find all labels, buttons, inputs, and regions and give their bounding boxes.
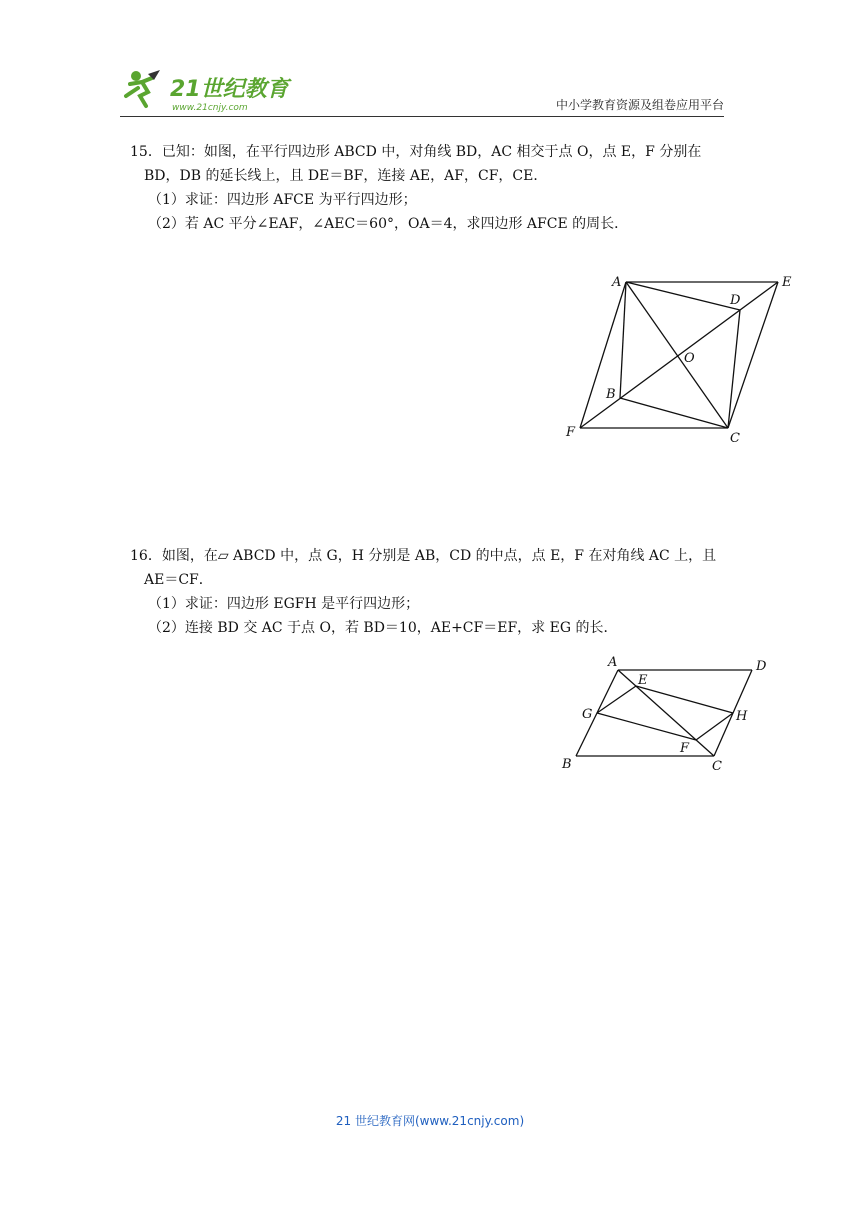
runner-icon: [126, 70, 160, 106]
figure-16: [556, 652, 780, 780]
figure-label: D: [756, 659, 767, 674]
figure-label: B: [606, 387, 616, 402]
figure-label: B: [562, 757, 572, 772]
figure-label: A: [612, 275, 622, 290]
figure-label: E: [782, 275, 792, 290]
problem-number: 16．: [130, 548, 162, 564]
problem-part-1: （1）求证：四边形 EGFH 是平行四边形；: [148, 596, 420, 612]
logo-url: www.21cnjy.com: [172, 103, 248, 113]
logo: [120, 66, 300, 116]
problem-stem-line2: AE＝CF．: [144, 572, 213, 588]
figure-label: F: [680, 741, 690, 756]
figure-label: E: [638, 673, 648, 688]
page-footer: 21 世纪教育网(www.21cnjy.com): [335, 1114, 525, 1128]
figure-label: A: [608, 655, 618, 670]
page-header: [120, 66, 724, 120]
problem-part-2: （2）若 AC 平分∠EAF，∠AEC＝60°，OA＝4，求四边形 AFCE 的周长．: [148, 216, 629, 232]
problem-stem-line2: BD，DB 的延长线上，且 DE＝BF，连接 AE，AF，CF，CE．: [144, 168, 548, 184]
problem-15: [130, 140, 750, 236]
figure-label: C: [712, 759, 722, 774]
problem-number: 15．: [130, 144, 162, 160]
header-divider: [120, 116, 724, 117]
figure-label: C: [730, 431, 740, 446]
figure-label: G: [582, 707, 593, 722]
problem-stem-line1: 如图，在▱ ABCD 中，点 G，H 分别是 AB，CD 的中点，点 E，F 在对角线 AC 上，且: [161, 548, 717, 564]
header-tagline: 中小学教育资源及组卷应用平台: [555, 98, 724, 112]
figure-15: [560, 268, 800, 452]
problem-part-1: （1）求证：四边形 AFCE 为平行四边形；: [148, 192, 417, 208]
figure-label: D: [730, 293, 741, 308]
figure-label: H: [736, 709, 748, 724]
problem-part-2: （2）连接 BD 交 AC 于点 O，若 BD＝10，AE+CF＝EF，求 EG 的长．: [148, 620, 618, 636]
problem-16: [130, 544, 750, 640]
figure-label: O: [684, 351, 695, 366]
logo-text: 21世纪教育: [170, 77, 289, 102]
figure-label: F: [566, 425, 576, 440]
problem-stem-line1: 已知：如图，在平行四边形 ABCD 中，对角线 BD，AC 相交于点 O，点 E，F 分别在: [161, 144, 702, 160]
